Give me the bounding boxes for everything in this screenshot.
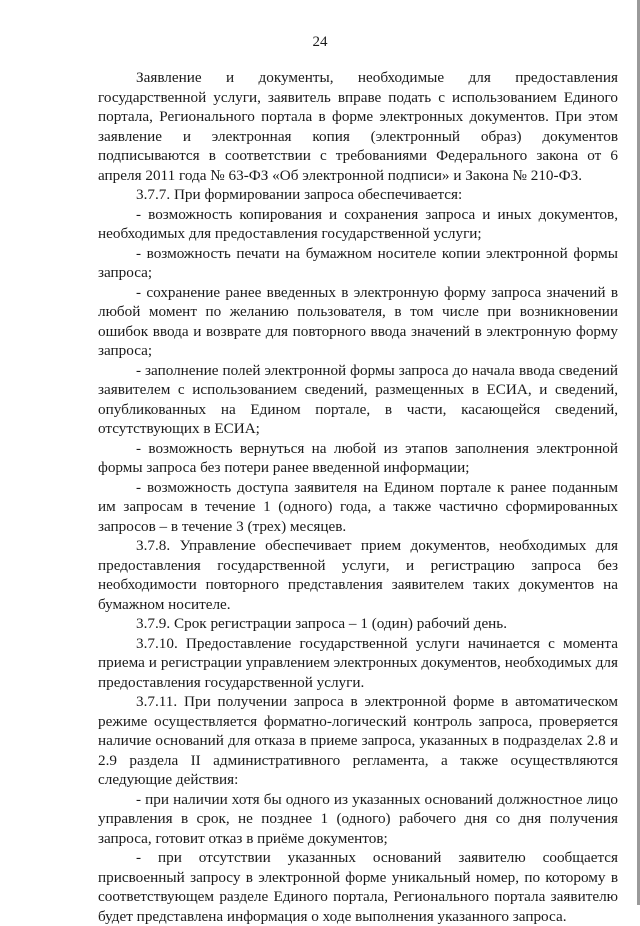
paragraph-3-7-8: 3.7.8. Управление обеспечивает прием документов, необходимых для предоставления государственной услуги, и регистрацию запроса без необходимости повторного представления заявителем таких документов на бумажном носителе.	[98, 537, 618, 613]
list-item-print: - возможность печати на бумажном носителе копии электронной формы запроса;	[98, 244, 618, 281]
paragraph-3-7-10: 3.7.10. Предоставление государственной услуги начинается с момента приема и регистрации управлением электронных документов, необходимых для предоставления государственной услуги.	[98, 634, 618, 691]
page-number: 24	[312, 34, 328, 50]
paragraph-3-7-11: 3.7.11. При получении запроса в электронной форме в автоматическом режиме осуществляется форматно-логический контроль запроса, проверяется наличие оснований для отказа в приеме запроса, указанных в подразделах 2.8 и 2.9 раздела II административного регламента, а также осуществляются следующие действия:	[98, 693, 618, 788]
paragraph-3-7-9: 3.7.9. Срок регистрации запроса – 1 (один) рабочий день.	[136, 615, 508, 632]
list-item-save-values: - сохранение ранее введенных в электронную форму запроса значений в любой момент по желанию пользователя, в том числе при возникновении ошибок ввода и возврате для повторного ввода значений в электронную форму запроса;	[98, 283, 618, 359]
list-item-access-requests: - возможность доступа заявителя на Едином портале к ранее поданным им запросам в течение 1 (одного) года, а также частично сформированных запросов – в течение 3 (трех) месяцев.	[98, 478, 618, 535]
list-item-unique-number: - при отсутствии указанных оснований заявителю сообщается присвоенный запросу в электронной форме уникальный номер, по которому в соответствующем разделе Единого портала, Регионального портала заявителю будет представлена информация о ходе выполнения указанного запроса.	[98, 849, 618, 925]
paragraph-application-documents: Заявление и документы, необходимые для предоставления государственной услуги, заявитель вправе подать с использованием Единого портала, Регионального портала в форме электронных документов. При этом заявление и электронная копия (электронный образ) документов подписываются в соответствии с требованиями Федерального закона от 6 апреля 2011 года № 63-ФЗ «Об электронной подписи» и Закона № 210-ФЗ.	[98, 69, 618, 184]
paragraph-3-7-7: 3.7.7. При формировании запроса обеспечивается:	[136, 186, 463, 203]
list-item-copy-save: - возможность копирования и сохранения запроса и иных документов, необходимых для предоставления государственной услуги;	[98, 205, 618, 242]
document-body	[98, 68, 618, 926]
list-item-refusal: - при наличии хотя бы одного из указанных оснований должностное лицо управления в срок, не позднее 1 (одного) рабочего дня со дня получения запроса, готовит отказ в приёме документов;	[98, 790, 618, 847]
list-item-return-stage: - возможность вернуться на любой из этапов заполнения электронной формы запроса без потери ранее введенной информации;	[98, 439, 618, 476]
list-item-fill-fields: - заполнение полей электронной формы запроса до начала ввода сведений заявителем с использованием сведений, размещенных в ЕСИА, и сведений, опубликованных на Едином портале, в части, касающейся сведений, отсутствующих в ЕСИА;	[98, 361, 618, 437]
